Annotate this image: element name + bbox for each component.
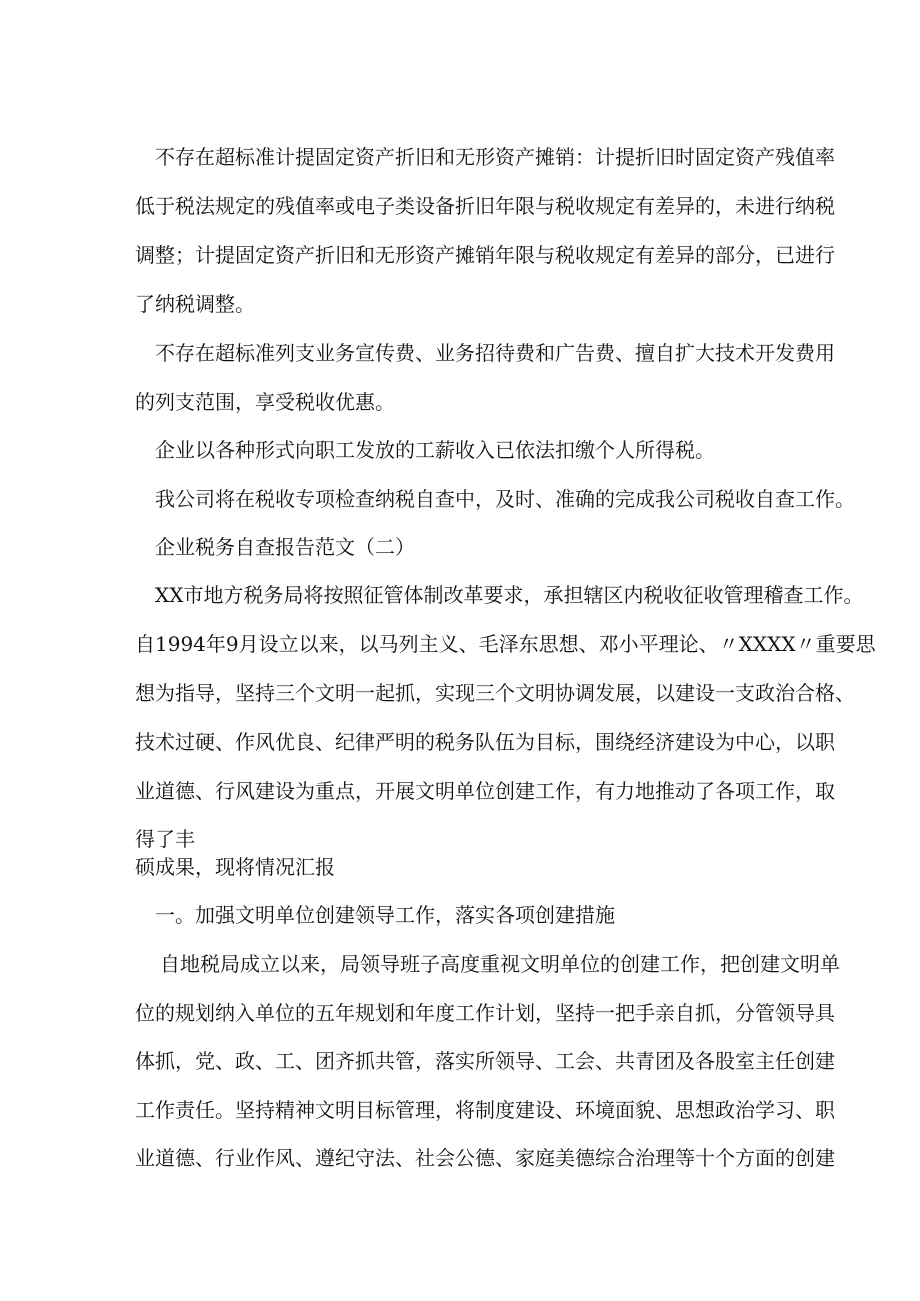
text-line: 业道德、行风建设为重点，开展文明单位创建工作，有力地推动了各项工作，取 xyxy=(135,779,835,803)
text-line: 我公司将在税收专项检查纳税自查中，及时、准确的完成我公司税收自查工作。 xyxy=(155,487,855,511)
text-line: 体抓，党、政、工、团齐抓共管，落实所领导、工会、共青团及各股室主任创建 xyxy=(135,1049,835,1073)
text-line: 的列支范围，享受税收优惠。 xyxy=(135,390,395,414)
text-line: 自地税局成立以来，局领导班子高度重视文明单位的创建工作，把创建文明单 xyxy=(160,952,840,976)
text-line: 不存在超标准列支业务宣传费、业务招待费和广告费、擅自扩大技术开发费用 xyxy=(155,341,835,365)
text-line: 技术过硬、作风优良、纪律严明的税务队伍为目标，围绕经济建设为中心，以职 xyxy=(135,730,835,754)
text-line: 业道德、行业作风、遵纪守法、社会公德、家庭美德综合治理等十个方面的创建 xyxy=(135,1146,835,1170)
section-heading: 企业税务自查报告范文（二） xyxy=(155,535,415,559)
text-line: 调整；计提固定资产折旧和无形资产摊销年限与税收规定有差异的部分，已进行 xyxy=(135,243,835,267)
text-line: 自1994年9月设立以来，以马列主义、毛泽东思想、邓小平理论、〃XXXX〃重要思 xyxy=(135,632,876,656)
text-line: 了纳税调整。 xyxy=(135,292,255,316)
text-line: 不存在超标准计提固定资产折旧和无形资产摊销：计提折旧时固定资产残值率 xyxy=(155,145,835,169)
text-line: XX市地方税务局将按照征管体制改革要求，承担辖区内税收征收管理稽查工作。 xyxy=(155,583,864,607)
section-heading: 一。加强文明单位创建领导工作，落实各项创建措施 xyxy=(155,903,615,927)
text-line: 位的规划纳入单位的五年规划和年度工作计划，坚持一把手亲自抓，分管领导具 xyxy=(135,1001,835,1025)
text-line: 硕成果，现将情况汇报 xyxy=(135,855,335,879)
text-line: 得了丰 xyxy=(135,827,195,851)
text-line: 企业以各种形式向职工发放的工薪收入已依法扣缴个人所得税。 xyxy=(155,438,715,462)
text-line: 低于税法规定的残值率或电子类设备折旧年限与税收规定有差异的，未进行纳税 xyxy=(135,194,835,218)
text-line: 想为指导，坚持三个文明一起抓，实现三个文明协调发展，以建设一支政治合格、 xyxy=(135,681,855,705)
text-line: 工作责任。坚持精神文明目标管理，将制度建设、环境面貌、思想政治学习、职 xyxy=(135,1098,835,1122)
